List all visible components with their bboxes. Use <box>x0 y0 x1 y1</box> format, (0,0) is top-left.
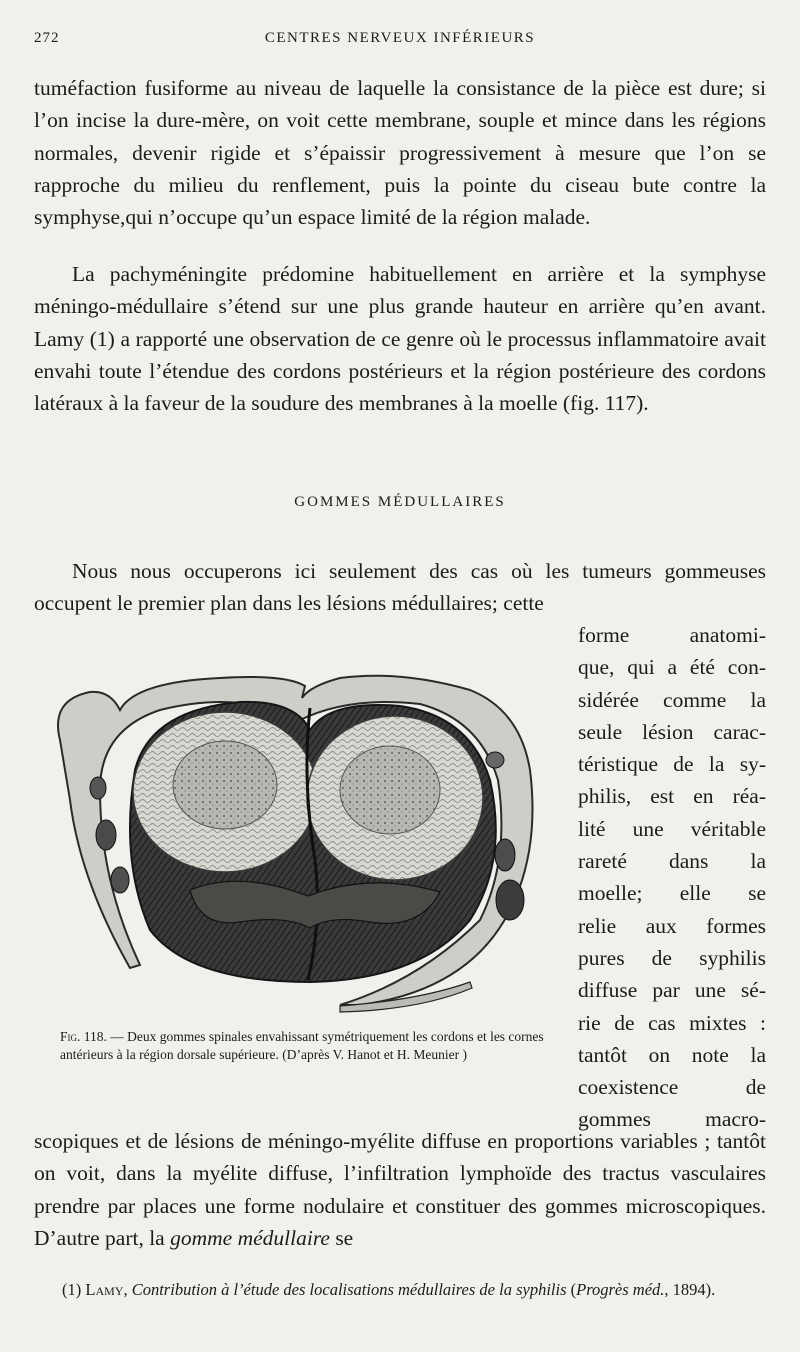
footnote-journal: Progrès méd. <box>576 1280 665 1299</box>
left-gumma-core <box>173 741 277 829</box>
footnote-marker: (1) <box>62 1280 86 1299</box>
paragraph-3-wrap-column <box>578 619 766 1136</box>
nerve-root <box>486 752 504 768</box>
right-gumma-core <box>340 746 440 834</box>
nerve-root <box>495 839 515 871</box>
running-header <box>34 30 766 56</box>
section-title: GOMMES MÉDULLAIRES <box>294 494 506 510</box>
paragraph-1: tuméfaction fusiforme au niveau de laquelle la consistance de la pièce est dure; si l’on incise la dure-mère, on voit cette membrane, souple et mince dans les régions normales, devenir rigide et s’épaissir progressivement à mesure que l’on se rapproche du milieu du renflement, puis la pointe du ciseau bute contre la symphyse,qui n’occupe qu’un espace limité de la région malade. <box>34 76 766 230</box>
footnote-paren: ( <box>566 1280 577 1299</box>
spinal-cord-section-illustration <box>40 660 550 1020</box>
footnote-year: , 1894). <box>664 1280 716 1299</box>
wrap-line: diffuse par une sé- <box>578 978 766 1003</box>
wrap-line: coexistence de <box>578 1075 766 1100</box>
figure-caption <box>60 1028 558 1064</box>
page-number: 272 <box>34 30 60 46</box>
paragraph-2: La pachyméningite prédomine habituellement en arrière et la symphyse méningo-médullaire s’étend sur une plus grande hauteur en arrière qu’en avant. Lamy (1) a rapporté une observation de ce genre où le processus inflammatoire avait envahi toute l’étendue des cordons postérieurs et la région postérieure des cordons latéraux à la faveur de la soudure des membranes à la moelle (fig. 117). <box>34 262 766 416</box>
paragraph-3-bottom-end: se <box>329 1225 354 1250</box>
wrap-line: seule lésion carac- <box>578 719 766 744</box>
wrap-line: moelle; elle se <box>578 881 766 906</box>
wrap-line: forme anatomi- <box>578 623 766 647</box>
nerve-root <box>90 777 106 799</box>
figure-label: Fig. 118. <box>60 1029 107 1044</box>
wrap-line: téristique de la sy- <box>578 752 766 777</box>
running-title: CENTRES NERVEUX INFÉRIEURS <box>264 30 536 46</box>
wrap-line: rie de cas mixtes : <box>578 1010 766 1035</box>
nerve-root <box>96 820 116 850</box>
wrap-line: lité une véritable <box>578 816 766 841</box>
wrap-line: philis, est en réa- <box>578 784 766 809</box>
wrap-line: rareté dans la <box>578 849 766 874</box>
paragraph-3-bottom-italic: gomme médullaire <box>170 1225 330 1250</box>
wrap-line: sidérée comme la <box>578 687 766 712</box>
nerve-root <box>496 880 524 920</box>
footnote-separator: , <box>123 1280 132 1299</box>
wrap-line: relie aux formes <box>578 913 766 938</box>
paragraph-3-bottom-text: scopiques et de lésions de méningo-myélite diffuse en proportions variables ; tantôt on voit, dans la myélite diffuse, l’infiltration lymphoïde des tractus vasculaires prendre par places une forme nodulaire et constituer des gommes microscopiques. D’autre part, la <box>34 1129 766 1250</box>
paragraph-3-bottom <box>34 1125 766 1254</box>
wrap-line: gommes macro- <box>578 1107 766 1132</box>
figure-caption-text: — Deux gommes spinales envahissant symétriquement les cordons et les cornes antérieurs à la région dorsale supérieure. (D’après V. Hanot et H. Meunier ) <box>60 1029 544 1062</box>
nerve-root <box>111 867 129 893</box>
footnote <box>34 1278 766 1302</box>
wrap-line: tantôt on note la <box>578 1042 766 1067</box>
paragraph-3-top: Nous nous occuperons ici seulement des cas où les tumeurs gommeuses occupent le premier plan dans les lésions médullaires; cette <box>34 559 766 616</box>
footnote-author: Lamy <box>85 1280 124 1299</box>
wrap-line: que, qui a été con- <box>578 655 766 680</box>
footnote-title: Contribution à l’étude des localisations médullaires de la syphilis <box>131 1280 567 1299</box>
wrap-line: pures de syphilis <box>578 945 766 970</box>
